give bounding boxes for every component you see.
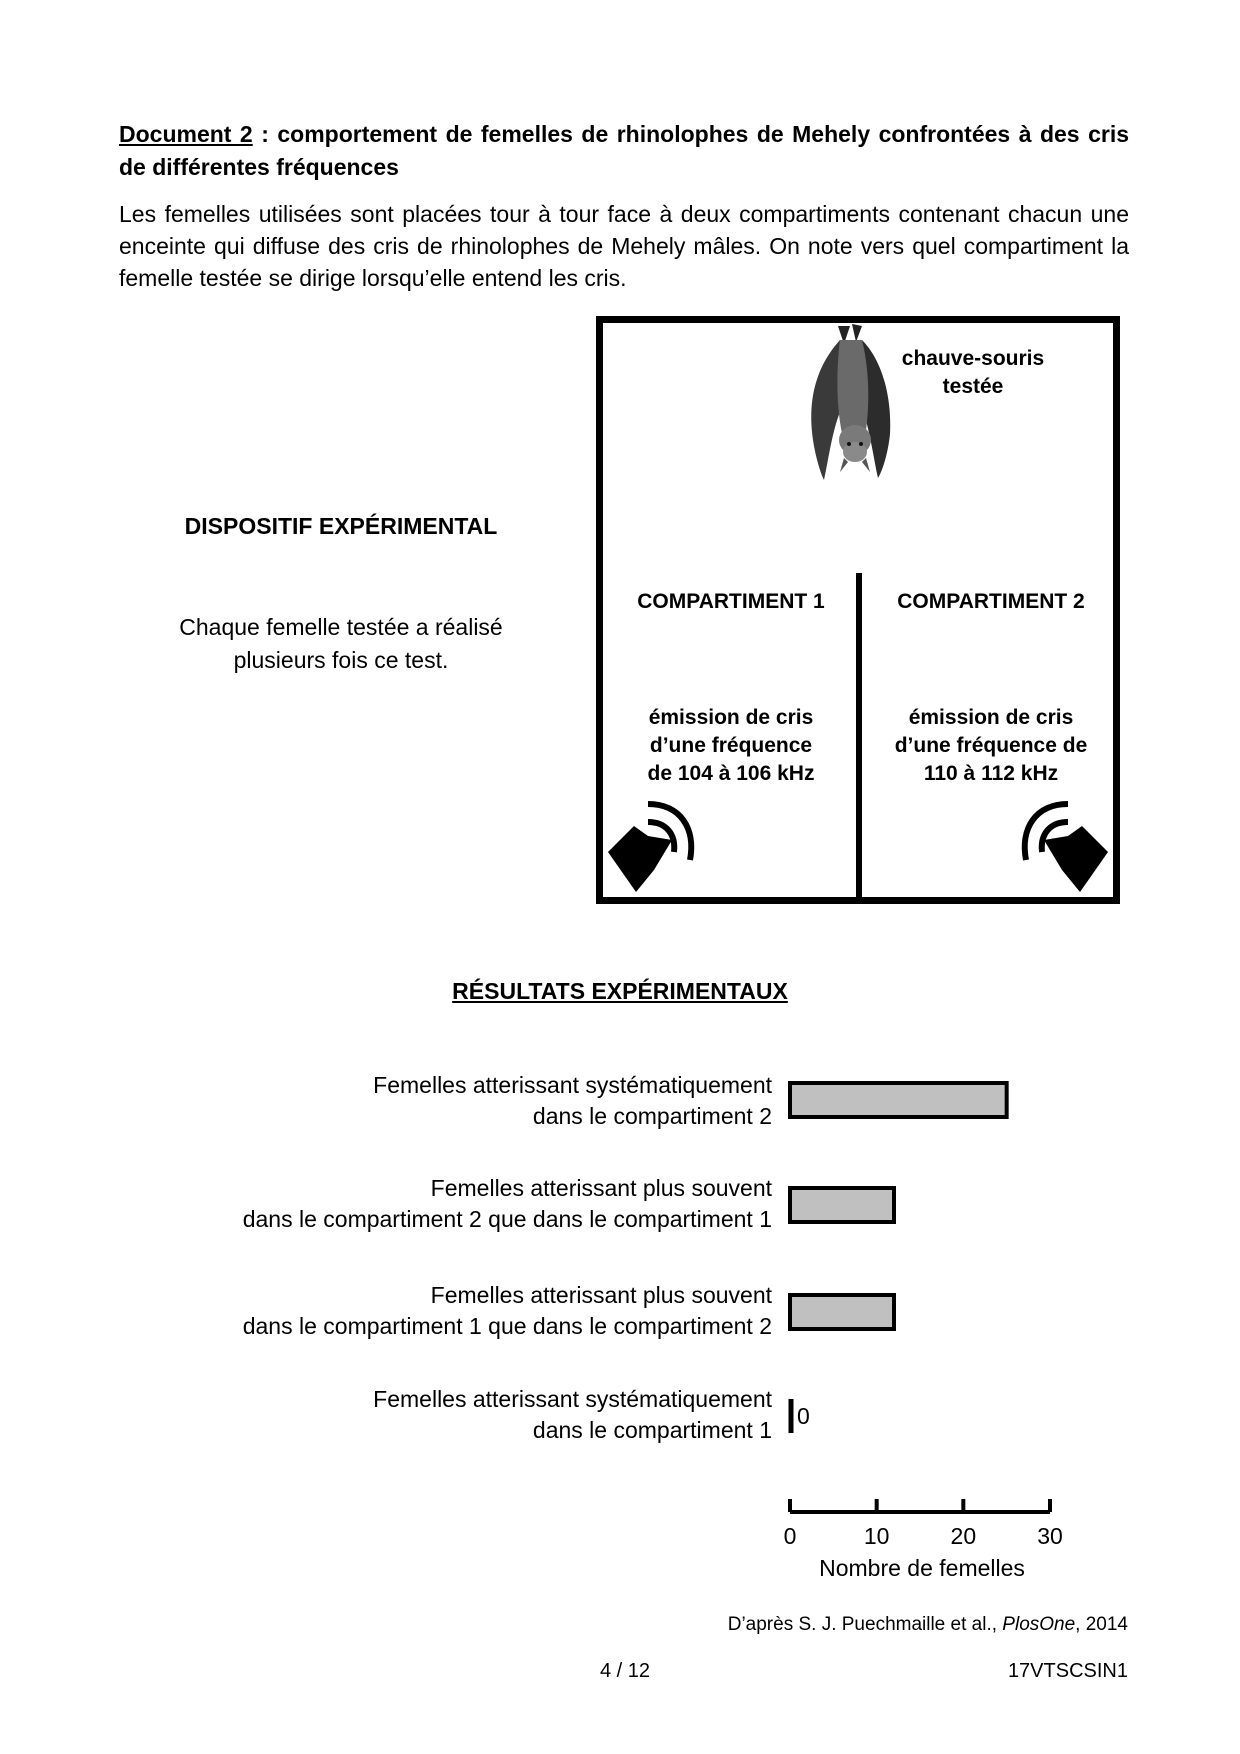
results-heading: RÉSULTATS EXPÉRIMENTAUX: [452, 978, 788, 1004]
x-tick-label-20: 20: [950, 1523, 977, 1549]
compartment2-title: COMPARTIMENT 2: [897, 590, 1085, 613]
compartment2-line1: émission de cris: [908, 706, 1074, 729]
source-suffix: , 2014: [1075, 1614, 1128, 1635]
compartment2-line3: 110 à 112 kHz: [923, 762, 1059, 785]
source-prefix: D’après S. J. Puechmaille et al.,: [727, 1614, 1003, 1635]
setup-note-line1: Chaque femelle testée a réalisé: [179, 614, 503, 640]
bar-3: [790, 1295, 894, 1329]
category-label-3-line2: dans le compartiment 1 que dans le compartiment 2: [242, 1313, 772, 1339]
x-tick-label-10: 10: [863, 1523, 890, 1549]
bat-label-line2: testée: [942, 375, 1004, 398]
bar-1: [790, 1083, 1007, 1117]
zero-value-label: 0: [797, 1403, 810, 1429]
compartment1-line1: émission de cris: [648, 706, 814, 729]
compartment1-line3: de 104 à 106 kHz: [647, 762, 815, 785]
category-label-4-line1: Femelles atterissant systématiquement: [373, 1386, 772, 1412]
bar-2: [790, 1188, 894, 1222]
document-label: Document 2: [119, 121, 253, 147]
category-label-4-line2: dans le compartiment 1: [532, 1417, 772, 1443]
intro-paragraph: Les femelles utilisées sont placées tour à tour face à deux compartiments contenant chacun une enceinte qui diffuse des cris de rhinolophes de Mehely mâles. On note vers quel compartiment la femelle testée se dirige lorsqu’elle entend les cris.: [119, 201, 1129, 291]
page-number: 4 / 12: [599, 1660, 651, 1682]
source-citation: [728, 1614, 1128, 1636]
category-label-1-line2: dans le compartiment 2: [532, 1103, 772, 1129]
x-tick-label-30: 30: [1037, 1523, 1063, 1549]
compartment1-title: COMPARTIMENT 1: [637, 590, 825, 613]
category-label-2-line1: Femelles atterissant plus souvent: [430, 1175, 772, 1201]
setup-heading: DISPOSITIF EXPÉRIMENTAL: [184, 513, 498, 539]
x-tick-label-0: 0: [783, 1523, 797, 1549]
bat-label-line1: chauve-souris: [901, 347, 1045, 370]
document-code: 17VTSCSIN1: [1007, 1660, 1128, 1682]
compartment2-line2: d’une fréquence de: [894, 734, 1088, 757]
category-label-2-line2: dans le compartiment 2 que dans le compartiment 1: [242, 1206, 772, 1232]
compartment1-line2: d’une fréquence: [649, 734, 813, 757]
category-label-1-line1: Femelles atterissant systématiquement: [373, 1072, 772, 1098]
setup-note-line2: plusieurs fois ce test.: [233, 647, 449, 673]
x-axis-label: Nombre de femelles: [819, 1555, 1025, 1581]
source-journal: PlosOne: [1002, 1614, 1076, 1635]
document-title-text: : comportement de femelles de rhinolophes de Mehely confrontées à des cris de différentes fréquences: [119, 121, 1129, 180]
category-label-3-line1: Femelles atterissant plus souvent: [430, 1282, 772, 1308]
